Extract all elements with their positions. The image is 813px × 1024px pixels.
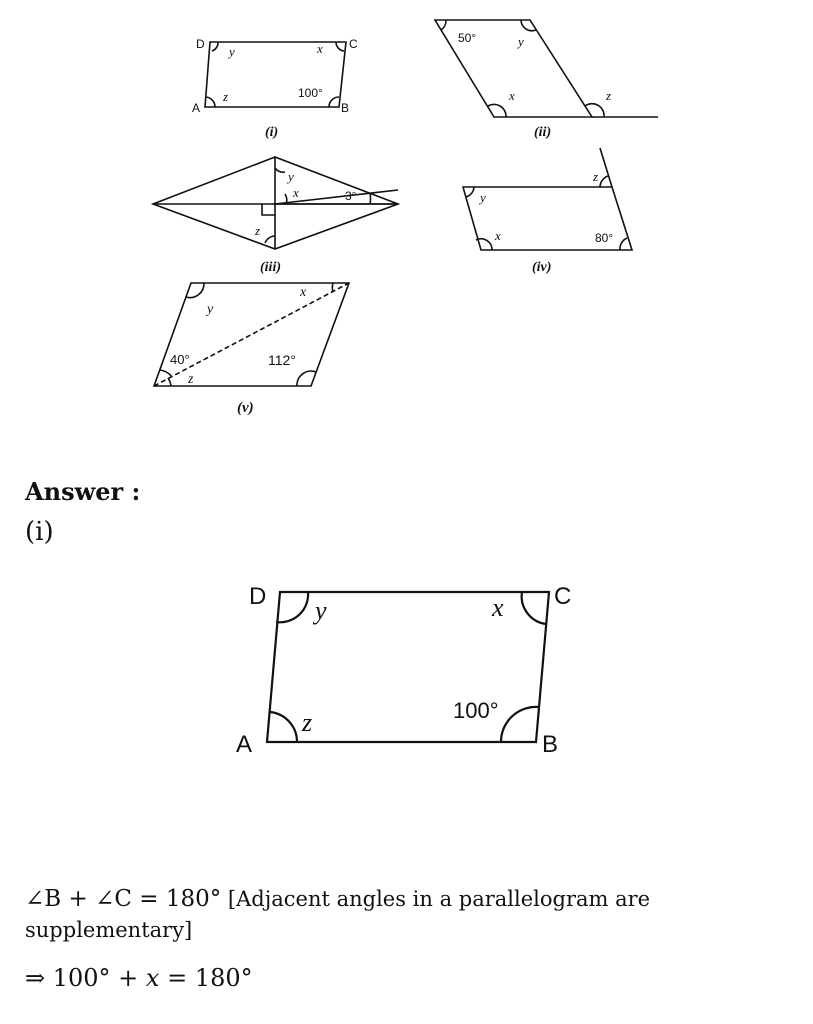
answer-angle-y-label: y bbox=[315, 596, 327, 625]
figure-iii bbox=[153, 157, 398, 249]
answer-vertex-d-label: D bbox=[249, 583, 267, 610]
angle-arc bbox=[501, 707, 539, 742]
angle-arc bbox=[329, 97, 339, 107]
angle-3-label: 3° bbox=[345, 189, 357, 203]
part-label: (i) bbox=[25, 517, 54, 547]
answer-angle-100-label: 100° bbox=[453, 698, 499, 723]
step-1-equation: ∠B + ∠C = 180° bbox=[25, 886, 222, 912]
answer-vertex-a-label: A bbox=[236, 731, 253, 758]
angle-y-label: y bbox=[518, 34, 524, 49]
angle-arc bbox=[265, 236, 275, 243]
angle-40-label: 40° bbox=[170, 352, 190, 367]
angle-arc bbox=[276, 592, 308, 622]
angle-100-label: 100° bbox=[298, 86, 323, 100]
angle-z-label: z bbox=[606, 88, 612, 103]
angle-arc bbox=[205, 97, 215, 107]
figure-v-caption: (v) bbox=[237, 400, 254, 416]
angle-x-label: x bbox=[300, 285, 307, 300]
step-1-reason: [Adjacent angles in a parallelogram are supplementary] bbox=[25, 887, 651, 942]
angle-arc bbox=[275, 168, 285, 172]
angle-112-label: 112° bbox=[268, 352, 296, 368]
answer-angle-x-label: x bbox=[492, 593, 504, 622]
angle-y-label: y bbox=[229, 44, 235, 59]
angle-arc bbox=[441, 20, 446, 30]
right-angle-mark bbox=[262, 204, 275, 215]
answer-angle-z-label: z bbox=[302, 708, 313, 737]
angle-y-label: y bbox=[288, 169, 294, 184]
angle-x-label: x bbox=[317, 41, 323, 56]
angle-80-label: 80° bbox=[595, 231, 614, 245]
vertex-a-label: A bbox=[192, 101, 201, 115]
solution-step-2: ⇒ 100° + 𝑥 = 180° bbox=[25, 964, 253, 992]
answer-heading: Answer : bbox=[25, 477, 141, 506]
vertex-d-label: D bbox=[196, 37, 205, 51]
answer-vertex-b-label: B bbox=[542, 731, 559, 758]
solution-step-1 bbox=[25, 884, 795, 946]
angle-arc bbox=[332, 283, 333, 292]
angle-arc bbox=[370, 193, 371, 204]
vertex-c-label: C bbox=[349, 37, 358, 51]
angle-z-label: z bbox=[593, 169, 599, 184]
angle-y-label: y bbox=[480, 190, 486, 205]
angle-z-label: z bbox=[223, 89, 229, 104]
angle-y-label: y bbox=[207, 302, 214, 317]
figure-iv-caption: (iv) bbox=[532, 260, 552, 275]
angle-arc bbox=[160, 370, 172, 377]
figure-i-caption: (i) bbox=[265, 125, 279, 140]
vertex-b-label: B bbox=[341, 101, 350, 115]
angle-x-label: x bbox=[509, 88, 515, 103]
angle-arc bbox=[620, 238, 627, 250]
figure-iii-caption: (iii) bbox=[260, 260, 281, 275]
angle-arc bbox=[466, 187, 474, 197]
figure-v bbox=[154, 283, 349, 386]
angle-x-label: x bbox=[293, 185, 299, 200]
diagonal-dashed bbox=[154, 283, 349, 386]
angle-arc bbox=[212, 42, 218, 51]
angle-z-label: z bbox=[188, 372, 194, 387]
answer-vertex-c-label: C bbox=[554, 583, 572, 610]
angle-x-label: x bbox=[495, 228, 501, 243]
angle-arc bbox=[522, 592, 546, 624]
angle-arc bbox=[270, 712, 297, 742]
angle-arc bbox=[336, 42, 344, 51]
angle-arc bbox=[168, 378, 171, 386]
angle-z-label: z bbox=[255, 223, 261, 238]
angle-arc bbox=[600, 176, 608, 187]
figure-ii-caption: (ii) bbox=[534, 125, 552, 140]
angle-50-label: 50° bbox=[458, 31, 477, 45]
